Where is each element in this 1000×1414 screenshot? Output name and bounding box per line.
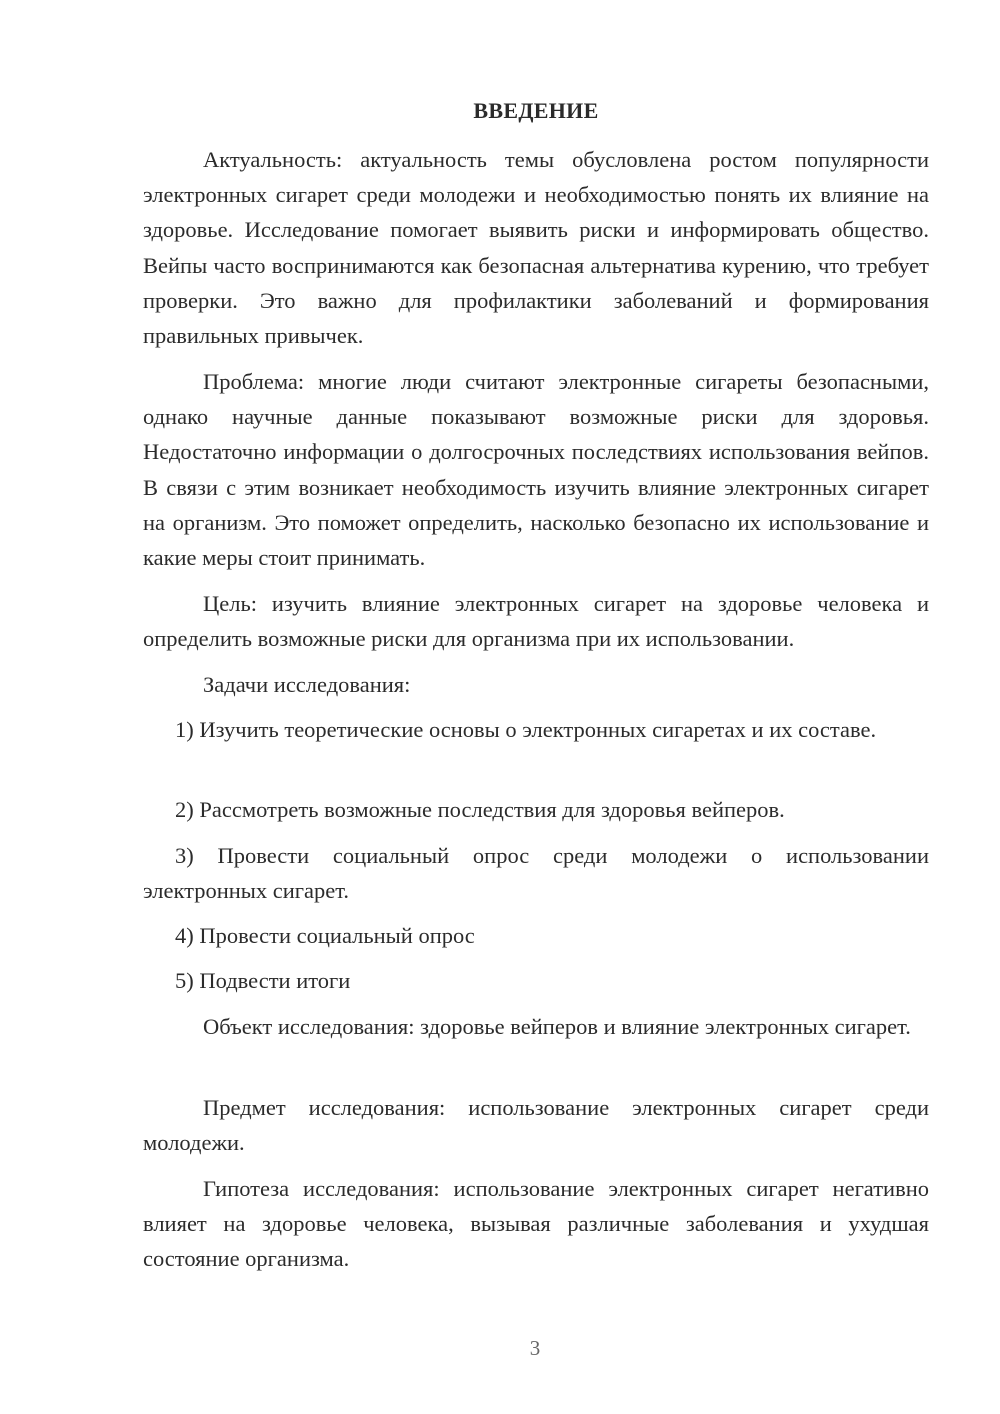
subject-paragraph: Предмет исследования: использование электронных сигарет среди молодежи. [143,1095,929,1156]
object-paragraph: Объект исследования: здоровье вейперов и влияние электронных сигарет. [203,1014,911,1039]
problem-paragraph: Проблема: многие люди считают электронные сигареты безопасными, однако научные данные показывают возможные риски для здоровья. Недостаточно информации о долгосрочных последствиях использования вейпов. В связи с этим возникает необходимость изучить влияние электронных сигарет на организм. Это поможет определить, насколько безопасно их использование и какие меры стоит принимать. [143,369,929,571]
task-item-3: 3) Провести социальный опрос среди молодежи о использовании электронных сигарет. [143,843,929,904]
relevance-paragraph: Актуальность: актуальность темы обусловлена ростом популярности электронных сигарет среди молодежи и необходимостью понять их влияние на здоровье. Исследование помогает выявить риски и информировать общество. Вейпы часто воспринимаются как безопасная альтернатива курению, что требует проверки. Это важно для профилактики заболеваний и формирования правильных привычек. [143,147,929,349]
page-number: 3 [529,1336,541,1360]
tasks-heading: Задачи исследования: [203,672,411,697]
task-item-5: 5) Подвести итоги [175,968,351,993]
goal-paragraph: Цель: изучить влияние электронных сигарет на здоровье человека и определить возможные риски для организма при их использовании. [143,591,929,652]
hypothesis-paragraph: Гипотеза исследования: использование электронных сигарет негативно влияет на здоровье человека, вызывая различные заболевания и ухудшая состояние организма. [143,1176,929,1272]
task-item-4: 4) Провести социальный опрос [175,923,475,948]
page-title: ВВЕДЕНИЕ [473,98,599,123]
task-item-2: 2) Рассмотреть возможные последствия для здоровья вейперов. [175,797,785,822]
task-item-1: 1) Изучить теоретические основы о электронных сигаретах и их составе. [175,717,877,742]
